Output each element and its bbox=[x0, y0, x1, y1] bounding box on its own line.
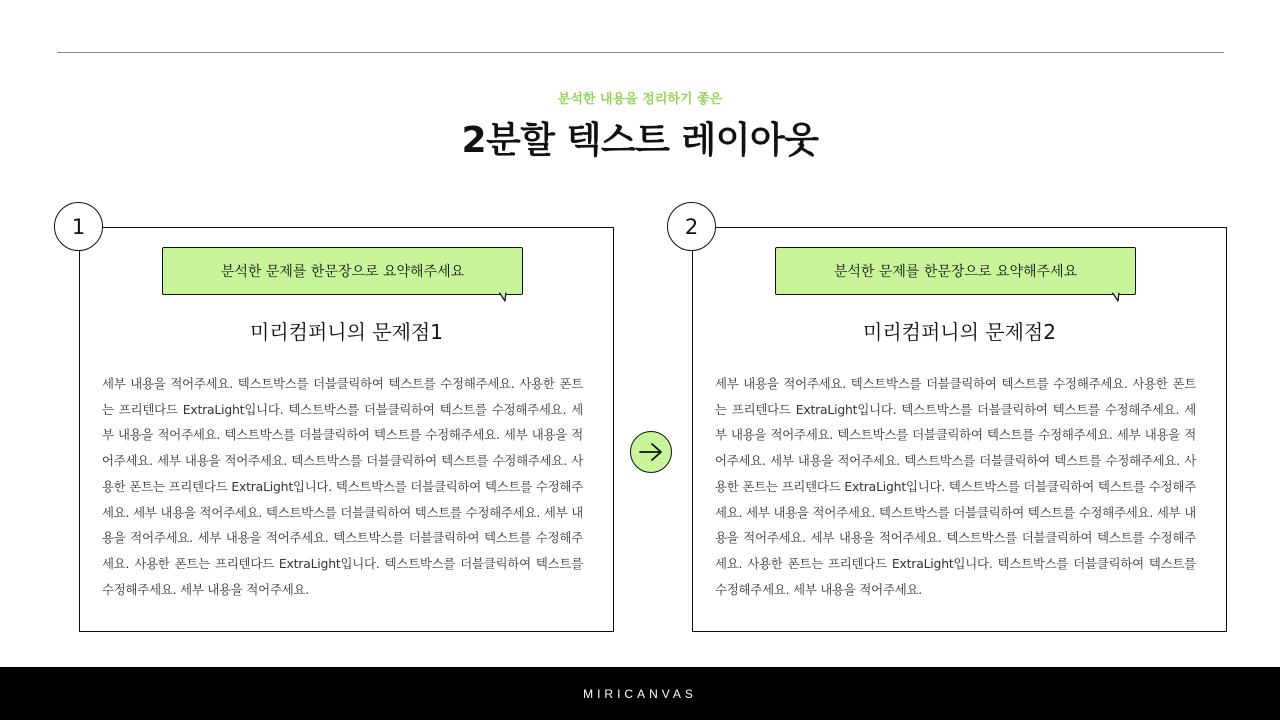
card-heading-2: 미리컴퍼니의 문제점2 bbox=[863, 320, 1056, 344]
footer-brand: MIRICANVAS bbox=[583, 686, 697, 701]
arrow-right-icon bbox=[638, 441, 664, 463]
page-subtitle: 분석한 내용을 정리하기 좋은 bbox=[557, 92, 723, 107]
summary-bubble-2[interactable] bbox=[775, 247, 1136, 295]
page-title: 2분할 텍스트 레이아웃 bbox=[461, 120, 819, 161]
summary-text-1: 분석한 문제를 한문장으로 요약해주세요 bbox=[220, 264, 465, 280]
problem-card-1 bbox=[79, 227, 614, 632]
problem-card-2 bbox=[692, 227, 1227, 632]
card-heading-1: 미리컴퍼니의 문제점1 bbox=[250, 320, 443, 344]
speech-tail-icon bbox=[498, 292, 512, 302]
card-body-2: 세부 내용을 적어주세요. 텍스트박스를 더블클릭하여 텍스트를 수정해주세요. 사용한 폰트는 프리텐다드 ExtraLight입니다. 텍스트박스를 더블클릭하여 텍스트를 수정해주세요. 세부 내용을 적어주세요. 텍스트박스를 더블클릭하여 텍스트를 수정해주세요. 세부 내용을 적어주세요. 세부 내용을 적어주세요. 텍스트박스를 더블클릭하여 텍스트를 수정해주세요. 사용한 폰트는 프리텐다드 ExtraLight입니다. 텍스트박스를 더블클릭하여 텍스트를 수정해주세요. 세부 내용을 적어주세요. 텍스트박스를 더블클릭하여 텍스트를 수정해주세요. 세부 내용을 적어주세요. 세부 내용을 적어주세요. 텍스트박스를 더블클릭하여 텍스트를 수정해주세요. 사용한 폰트는 프리텐다드 ExtraLight입니다. 텍스트박스를 더블클릭하여 텍스트를 수정해주세요. 세부 내용을 적어주세요. bbox=[715, 376, 1196, 597]
summary-bubble-1[interactable] bbox=[162, 247, 523, 295]
step-number-2: 2 bbox=[667, 202, 716, 251]
arrow-right-circle-icon bbox=[630, 431, 672, 473]
card-body-1: 세부 내용을 적어주세요. 텍스트박스를 더블클릭하여 텍스트를 수정해주세요. 사용한 폰트는 프리텐다드 ExtraLight입니다. 텍스트박스를 더블클릭하여 텍스트를 수정해주세요. 세부 내용을 적어주세요. 텍스트박스를 더블클릭하여 텍스트를 수정해주세요. 세부 내용을 적어주세요. 세부 내용을 적어주세요. 텍스트박스를 더블클릭하여 텍스트를 수정해주세요. 사용한 폰트는 프리텐다드 ExtraLight입니다. 텍스트박스를 더블클릭하여 텍스트를 수정해주세요. 세부 내용을 적어주세요. 텍스트박스를 더블클릭하여 텍스트를 수정해주세요. 세부 내용을 적어주세요. 세부 내용을 적어주세요. 텍스트박스를 더블클릭하여 텍스트를 수정해주세요. 사용한 폰트는 프리텐다드 ExtraLight입니다. 텍스트박스를 더블클릭하여 텍스트를 수정해주세요. 세부 내용을 적어주세요. bbox=[102, 376, 583, 597]
speech-tail-icon bbox=[1111, 292, 1125, 302]
step-number-1: 1 bbox=[54, 202, 103, 251]
top-divider bbox=[57, 52, 1224, 53]
summary-text-2: 분석한 문제를 한문장으로 요약해주세요 bbox=[833, 264, 1078, 280]
footer-bar bbox=[0, 667, 1280, 720]
